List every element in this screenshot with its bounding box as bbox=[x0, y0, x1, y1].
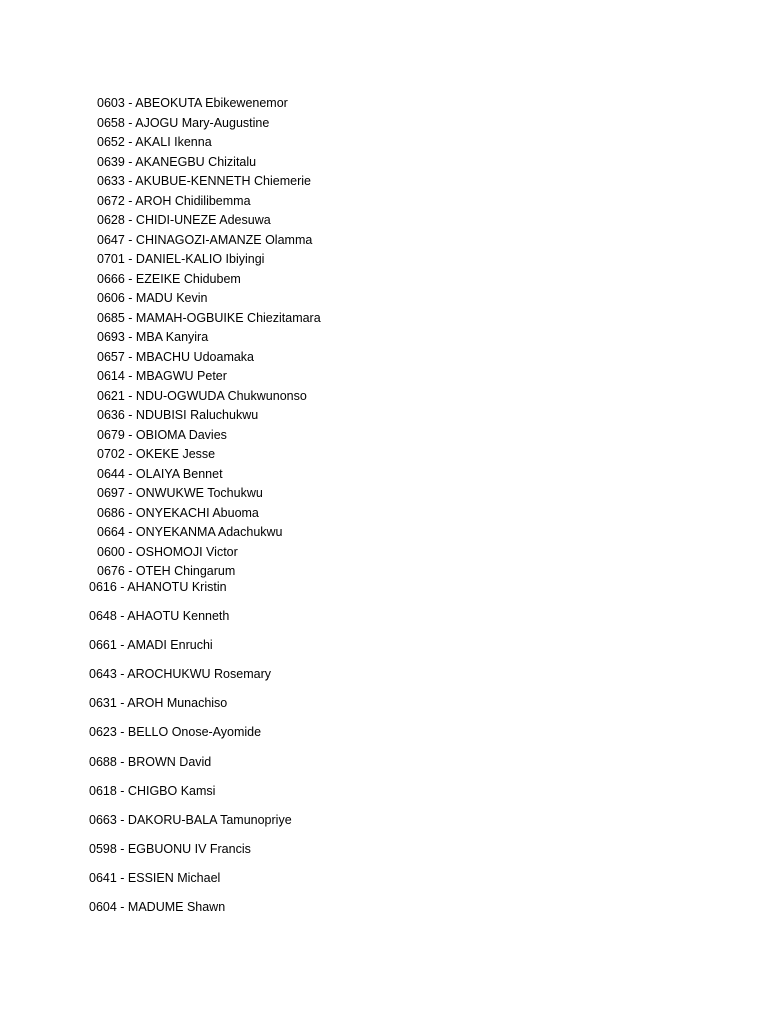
list-item: 0636 - NDUBISI Raluchukwu bbox=[97, 408, 259, 422]
list-item: 0685 - MAMAH-OGBUIKE Chiezitamara bbox=[97, 310, 321, 325]
list-item: 0702 - OKEKE Jesse bbox=[97, 447, 216, 461]
list-item: 0664 - ONYEKANMA Adachukwu bbox=[97, 525, 283, 539]
list-item: 0647 - CHINAGOZI-AMANZE Olamma bbox=[97, 232, 313, 247]
list-item: 0676 - OTEH Chingarum bbox=[97, 564, 236, 578]
list-item: 0598 - EGBUONU IV Francis bbox=[89, 841, 251, 856]
list-item: 0600 - OSHOMOJI Victor bbox=[97, 544, 238, 559]
list-item: 0639 - AKANEGBU Chizitalu bbox=[97, 154, 257, 169]
list-item: 0693 - MBA Kanyira bbox=[97, 330, 209, 344]
list-item: 0688 - BROWN David bbox=[89, 754, 212, 769]
list-item: 0606 - MADU Kevin bbox=[97, 291, 208, 305]
list-item: 0697 - ONWUKWE Tochukwu bbox=[97, 486, 263, 500]
name-list-primary bbox=[97, 94, 321, 582]
list-item: 0648 - AHAOTU Kenneth bbox=[89, 609, 230, 624]
list-item: 0628 - CHIDI-UNEZE Adesuwa bbox=[97, 213, 271, 227]
list-item: 0666 - EZEIKE Chidubem bbox=[97, 271, 241, 286]
list-item: 0643 - AROCHUKWU Rosemary bbox=[89, 667, 271, 682]
list-item: 0672 - AROH Chidilibemma bbox=[97, 193, 251, 208]
list-item: 0621 - NDU-OGWUDA Chukwunonso bbox=[97, 388, 307, 403]
list-item: 0623 - BELLO Onose-Ayomide bbox=[89, 725, 262, 740]
list-item: 0616 - AHANOTU Kristin bbox=[89, 580, 227, 594]
list-item: 0658 - AJOGU Mary-Augustine bbox=[97, 115, 270, 130]
list-item: 0604 - MADUME Shawn bbox=[89, 900, 226, 915]
list-item: 0641 - ESSIEN Michael bbox=[89, 870, 221, 885]
list-item: 0657 - MBACHU Udoamaka bbox=[97, 349, 255, 364]
list-item: 0663 - DAKORU-BALA Tamunopriye bbox=[89, 812, 292, 827]
list-item: 0686 - ONYEKACHI Abuoma bbox=[97, 505, 259, 520]
name-list-secondary bbox=[89, 577, 292, 926]
list-item: 0661 - AMADI Enruchi bbox=[89, 638, 213, 653]
list-item: 0633 - AKUBUE-KENNETH Chiemerie bbox=[97, 174, 311, 188]
list-item: 0652 - AKALI Ikenna bbox=[97, 135, 212, 149]
list-item: 0618 - CHIGBO Kamsi bbox=[89, 783, 216, 798]
list-item: 0603 - ABEOKUTA Ebikewenemor bbox=[97, 96, 288, 110]
list-item: 0614 - MBAGWU Peter bbox=[97, 369, 227, 383]
list-item: 0644 - OLAIYA Bennet bbox=[97, 466, 223, 481]
list-item: 0701 - DANIEL-KALIO Ibiyingi bbox=[97, 252, 265, 266]
list-item: 0631 - AROH Munachiso bbox=[89, 696, 228, 711]
list-item: 0679 - OBIOMA Davies bbox=[97, 427, 227, 442]
